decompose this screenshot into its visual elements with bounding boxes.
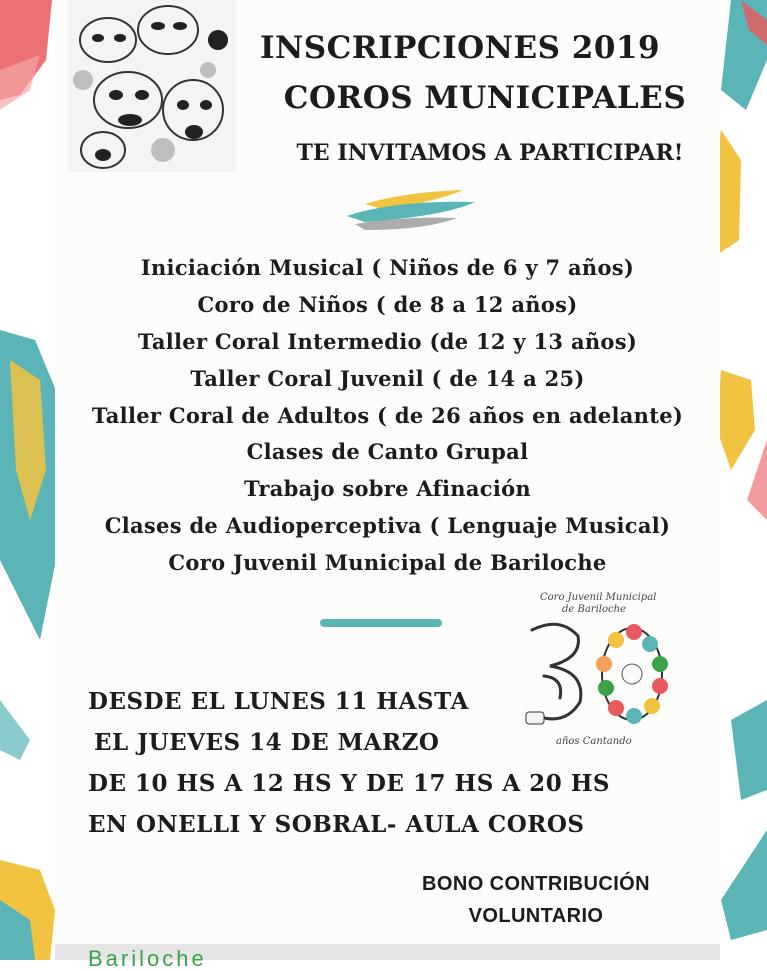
- course-item: Trabajo sobre Afinación: [244, 476, 531, 502]
- schedule-line: DESDE EL LUNES 11 HASTA: [88, 688, 469, 715]
- tagline: TE INVITAMOS A PARTICIPAR!: [296, 140, 684, 166]
- faces-illustration: [68, 0, 236, 172]
- brush-divider-top: [345, 186, 477, 234]
- course-list: [55, 252, 720, 584]
- logo-caption-top: Coro Juvenil Municipal: [540, 592, 657, 603]
- logo-caption-bottom: años Cantando: [556, 736, 632, 747]
- bono-contribucion: [400, 868, 672, 932]
- schedule-line: DE 10 HS A 12 HS Y DE 17 HS A 20 HS: [88, 770, 611, 797]
- course-item: Clases de Audioperceptiva ( Lenguaje Musical): [104, 513, 671, 539]
- title-line-2: COROS MUNICIPALES: [283, 80, 687, 116]
- course-item: Coro de Niños ( de 8 a 12 años): [197, 291, 578, 317]
- title-line-1: INSCRIPCIONES 2019: [259, 30, 661, 66]
- bono-line-1: BONO CONTRIBUCIÓN: [422, 873, 650, 895]
- bono-line-2: VOLUNTARIO: [468, 905, 604, 927]
- course-item: Clases de Canto Grupal: [246, 439, 529, 465]
- logo-caption-top-2: de Bariloche: [562, 604, 626, 615]
- schedule-block: [88, 683, 610, 847]
- schedule-line: EL JUEVES 14 DE MARZO: [94, 729, 440, 756]
- course-item: Taller Coral de Adultos ( de 26 años en adelante): [91, 402, 684, 428]
- course-item: Taller Coral Intermedio (de 12 y 13 años): [137, 328, 638, 354]
- brush-divider-middle: [320, 619, 442, 627]
- schedule-line: EN ONELLI Y SOBRAL- AULA COROS: [88, 811, 585, 838]
- bariloche-logo: Bariloche: [88, 946, 207, 971]
- course-item: Coro Juvenil Municipal de Bariloche: [168, 550, 607, 576]
- course-item: Iniciación Musical ( Niños de 6 y 7 años): [140, 255, 635, 280]
- course-item: Taller Coral Juvenil ( de 14 a 25): [190, 365, 585, 391]
